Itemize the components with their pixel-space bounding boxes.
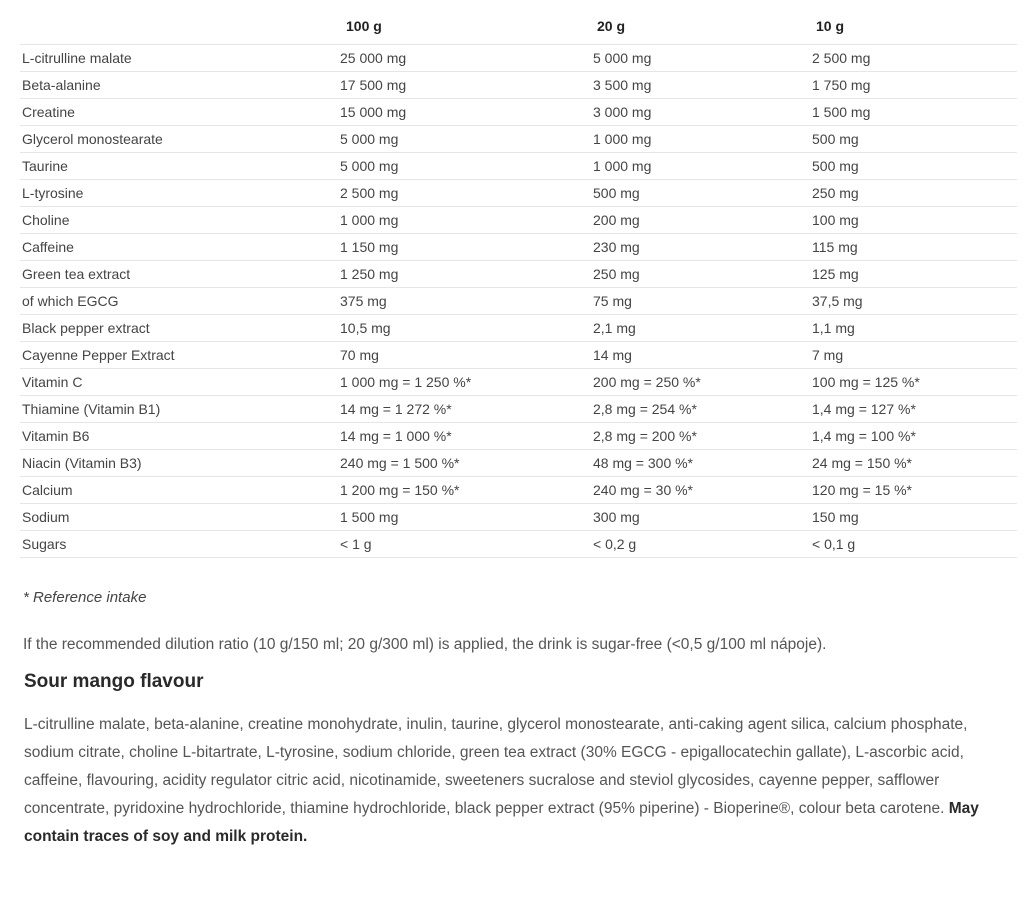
nutrient-name: Creatine bbox=[20, 99, 338, 126]
reference-intake-footnote: * Reference intake bbox=[23, 589, 147, 606]
table-body bbox=[20, 45, 1017, 558]
nutrient-name: L-tyrosine bbox=[20, 180, 338, 207]
amount-100g: 5 000 mg bbox=[338, 153, 591, 180]
nutrient-name: Beta-alanine bbox=[20, 72, 338, 99]
table-row bbox=[20, 180, 1017, 207]
amount-20g: 48 mg = 300 %* bbox=[591, 450, 810, 477]
table-row bbox=[20, 234, 1017, 261]
allergen-warning: May contain traces of soy and milk protein. bbox=[24, 800, 979, 845]
amount-100g: 1 200 mg = 150 %* bbox=[338, 477, 591, 504]
amount-20g: < 0,2 g bbox=[591, 531, 810, 558]
amount-10g: 1,4 mg = 100 %* bbox=[810, 423, 1017, 450]
nutrient-name: L-citrulline malate bbox=[20, 45, 338, 72]
table-row bbox=[20, 396, 1017, 423]
nutrient-name: Caffeine bbox=[20, 234, 338, 261]
amount-100g: 240 mg = 1 500 %* bbox=[338, 450, 591, 477]
amount-20g: 1 000 mg bbox=[591, 126, 810, 153]
amount-100g: 375 mg bbox=[338, 288, 591, 315]
table-row bbox=[20, 315, 1017, 342]
nutrient-name: Sugars bbox=[20, 531, 338, 558]
amount-10g: 250 mg bbox=[810, 180, 1017, 207]
amount-100g: 17 500 mg bbox=[338, 72, 591, 99]
amount-10g: 115 mg bbox=[810, 234, 1017, 261]
amount-100g: 1 000 mg = 1 250 %* bbox=[338, 369, 591, 396]
amount-10g: 24 mg = 150 %* bbox=[810, 450, 1017, 477]
amount-10g: 500 mg bbox=[810, 126, 1017, 153]
amount-20g: 75 mg bbox=[591, 288, 810, 315]
amount-20g: 500 mg bbox=[591, 180, 810, 207]
nutrient-name: Vitamin B6 bbox=[20, 423, 338, 450]
table-row bbox=[20, 531, 1017, 558]
table-row bbox=[20, 504, 1017, 531]
amount-100g: 1 000 mg bbox=[338, 207, 591, 234]
nutrient-name: Sodium bbox=[20, 504, 338, 531]
amount-10g: 120 mg = 15 %* bbox=[810, 477, 1017, 504]
nutrient-name: Taurine bbox=[20, 153, 338, 180]
table-row bbox=[20, 72, 1017, 99]
amount-20g: 3 000 mg bbox=[591, 99, 810, 126]
amount-100g: < 1 g bbox=[338, 531, 591, 558]
amount-10g: 500 mg bbox=[810, 153, 1017, 180]
table-row bbox=[20, 477, 1017, 504]
dilution-note: If the recommended dilution ratio (10 g/150 ml; 20 g/300 ml) is applied, the drink is sugar-free (<0,5 g/100 ml nápoje). bbox=[23, 636, 827, 653]
nutrient-name: Thiamine (Vitamin B1) bbox=[20, 396, 338, 423]
amount-100g: 25 000 mg bbox=[338, 45, 591, 72]
table-row bbox=[20, 261, 1017, 288]
amount-10g: 1,4 mg = 127 %* bbox=[810, 396, 1017, 423]
header-cell-nutrient bbox=[20, 8, 338, 45]
table-row bbox=[20, 423, 1017, 450]
flavour-heading: Sour mango flavour bbox=[24, 671, 204, 692]
nutrient-name: Calcium bbox=[20, 477, 338, 504]
nutrition-table bbox=[20, 8, 1017, 558]
nutrient-name: of which EGCG bbox=[20, 288, 338, 315]
nutrient-name: Green tea extract bbox=[20, 261, 338, 288]
ingredients-list: L-citrulline malate, beta-alanine, creatine monohydrate, inulin, taurine, glycerol monostearate, anti-caking agent silica, calcium phosphate, sodium citrate, choline L-bitartrate, L-tyrosine, sodium chloride, green tea extract (30% EGCG - epigallocatechin gallate), L-ascorbic acid, caffeine, flavouring, acidity regulator citric acid, nicotinamide, sweeteners sucralose and steviol glycosides, cayenne pepper, safflower concentrate, pyridoxine hydrochloride, thiamine hydrochloride, black pepper extract (95% piperine) - Bioperine®, colour beta carotene. bbox=[24, 716, 968, 817]
header-cell-20g: 20 g bbox=[591, 8, 810, 45]
amount-100g: 10,5 mg bbox=[338, 315, 591, 342]
header-cell-100g: 100 g bbox=[338, 8, 591, 45]
amount-10g: 1 750 mg bbox=[810, 72, 1017, 99]
amount-10g: 1,1 mg bbox=[810, 315, 1017, 342]
amount-20g: 250 mg bbox=[591, 261, 810, 288]
amount-10g: 37,5 mg bbox=[810, 288, 1017, 315]
amount-20g: 200 mg bbox=[591, 207, 810, 234]
amount-100g: 2 500 mg bbox=[338, 180, 591, 207]
nutrient-name: Cayenne Pepper Extract bbox=[20, 342, 338, 369]
table-row bbox=[20, 369, 1017, 396]
amount-20g: 240 mg = 30 %* bbox=[591, 477, 810, 504]
nutrient-name: Glycerol monostearate bbox=[20, 126, 338, 153]
table-row bbox=[20, 288, 1017, 315]
amount-20g: 2,1 mg bbox=[591, 315, 810, 342]
amount-10g: < 0,1 g bbox=[810, 531, 1017, 558]
amount-20g: 1 000 mg bbox=[591, 153, 810, 180]
nutrient-name: Choline bbox=[20, 207, 338, 234]
amount-10g: 125 mg bbox=[810, 261, 1017, 288]
table-row bbox=[20, 153, 1017, 180]
nutrient-name: Niacin (Vitamin B3) bbox=[20, 450, 338, 477]
amount-100g: 14 mg = 1 272 %* bbox=[338, 396, 591, 423]
table-row bbox=[20, 99, 1017, 126]
amount-10g: 1 500 mg bbox=[810, 99, 1017, 126]
table-row bbox=[20, 207, 1017, 234]
amount-10g: 100 mg = 125 %* bbox=[810, 369, 1017, 396]
amount-10g: 7 mg bbox=[810, 342, 1017, 369]
amount-10g: 2 500 mg bbox=[810, 45, 1017, 72]
table-row bbox=[20, 126, 1017, 153]
amount-10g: 100 mg bbox=[810, 207, 1017, 234]
nutrient-name: Vitamin C bbox=[20, 369, 338, 396]
amount-100g: 14 mg = 1 000 %* bbox=[338, 423, 591, 450]
amount-10g: 150 mg bbox=[810, 504, 1017, 531]
amount-20g: 230 mg bbox=[591, 234, 810, 261]
amount-100g: 1 250 mg bbox=[338, 261, 591, 288]
ingredients-paragraph bbox=[24, 711, 999, 851]
amount-20g: 300 mg bbox=[591, 504, 810, 531]
amount-20g: 2,8 mg = 254 %* bbox=[591, 396, 810, 423]
amount-20g: 200 mg = 250 %* bbox=[591, 369, 810, 396]
table-header-row bbox=[20, 8, 1017, 45]
amount-20g: 14 mg bbox=[591, 342, 810, 369]
amount-100g: 70 mg bbox=[338, 342, 591, 369]
amount-100g: 15 000 mg bbox=[338, 99, 591, 126]
amount-20g: 2,8 mg = 200 %* bbox=[591, 423, 810, 450]
table-row bbox=[20, 342, 1017, 369]
amount-20g: 3 500 mg bbox=[591, 72, 810, 99]
amount-20g: 5 000 mg bbox=[591, 45, 810, 72]
amount-100g: 5 000 mg bbox=[338, 126, 591, 153]
nutrient-name: Black pepper extract bbox=[20, 315, 338, 342]
header-cell-10g: 10 g bbox=[810, 8, 1017, 45]
amount-100g: 1 150 mg bbox=[338, 234, 591, 261]
table-row bbox=[20, 450, 1017, 477]
table-row bbox=[20, 45, 1017, 72]
amount-100g: 1 500 mg bbox=[338, 504, 591, 531]
